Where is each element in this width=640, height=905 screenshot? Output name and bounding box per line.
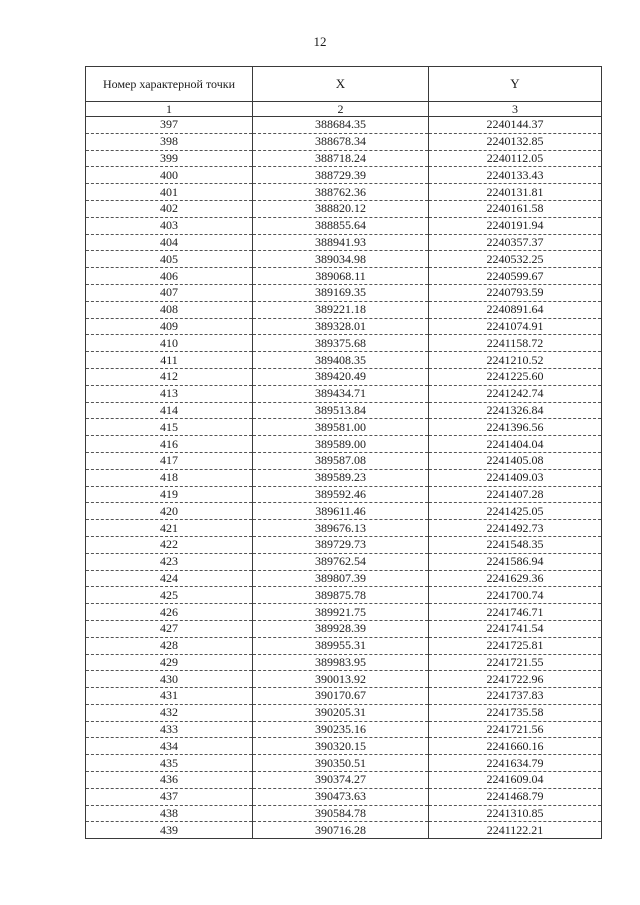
point-number-cell: 400 <box>86 167 253 184</box>
x-coordinate-cell: 388855.64 <box>253 217 429 234</box>
y-coordinate-cell: 2241735.58 <box>429 704 602 721</box>
table-row <box>86 402 602 419</box>
x-coordinate-cell: 389513.84 <box>253 402 429 419</box>
table-row <box>86 721 602 738</box>
table-row <box>86 352 602 369</box>
table-row <box>86 704 602 721</box>
table-row <box>86 150 602 167</box>
point-number-cell: 418 <box>86 469 253 486</box>
point-number-cell: 415 <box>86 419 253 436</box>
table-body <box>86 117 602 839</box>
x-coordinate-cell: 390350.51 <box>253 755 429 772</box>
x-coordinate-cell: 389221.18 <box>253 301 429 318</box>
y-coordinate-cell: 2241074.91 <box>429 318 602 335</box>
x-coordinate-cell: 390716.28 <box>253 822 429 839</box>
table-row <box>86 436 602 453</box>
x-coordinate-cell: 389408.35 <box>253 352 429 369</box>
x-coordinate-cell: 390584.78 <box>253 805 429 822</box>
y-coordinate-cell: 2241634.79 <box>429 755 602 772</box>
point-number-cell: 409 <box>86 318 253 335</box>
point-number-cell: 397 <box>86 117 253 134</box>
y-coordinate-cell: 2241722.96 <box>429 671 602 688</box>
y-coordinate-cell: 2240112.05 <box>429 150 602 167</box>
point-number-cell: 433 <box>86 721 253 738</box>
point-number-cell: 407 <box>86 284 253 301</box>
point-number-cell: 429 <box>86 654 253 671</box>
y-coordinate-cell: 2241741.54 <box>429 620 602 637</box>
x-coordinate-cell: 388684.35 <box>253 117 429 134</box>
x-coordinate-cell: 388678.34 <box>253 133 429 150</box>
column-number: 1 <box>86 102 253 117</box>
x-coordinate-cell: 389375.68 <box>253 335 429 352</box>
table-row <box>86 368 602 385</box>
column-number: 3 <box>429 102 602 117</box>
page-number: 12 <box>313 34 327 49</box>
x-coordinate-cell: 389676.13 <box>253 520 429 537</box>
y-coordinate-cell: 2240133.43 <box>429 167 602 184</box>
point-number-cell: 434 <box>86 738 253 755</box>
point-number-cell: 435 <box>86 755 253 772</box>
table-row <box>86 486 602 503</box>
point-number-cell: 414 <box>86 402 253 419</box>
x-coordinate-cell: 389589.23 <box>253 469 429 486</box>
y-coordinate-cell: 2240131.81 <box>429 184 602 201</box>
point-number-cell: 410 <box>86 335 253 352</box>
y-coordinate-cell: 2241586.94 <box>429 553 602 570</box>
x-coordinate-cell: 390205.31 <box>253 704 429 721</box>
y-coordinate-cell: 2241425.05 <box>429 503 602 520</box>
table-row <box>86 419 602 436</box>
x-coordinate-cell: 390374.27 <box>253 772 429 789</box>
table-row <box>86 452 602 469</box>
y-coordinate-cell: 2240532.25 <box>429 251 602 268</box>
y-coordinate-cell: 2241310.85 <box>429 805 602 822</box>
point-number-cell: 416 <box>86 436 253 453</box>
table-row <box>86 200 602 217</box>
point-number-cell: 426 <box>86 604 253 621</box>
y-coordinate-cell: 2241700.74 <box>429 587 602 604</box>
y-coordinate-cell: 2240132.85 <box>429 133 602 150</box>
table-row <box>86 637 602 654</box>
y-coordinate-cell: 2241660.16 <box>429 738 602 755</box>
y-coordinate-cell: 2241721.56 <box>429 721 602 738</box>
header-point-number: Номер характерной точки <box>86 67 253 102</box>
x-coordinate-cell: 389611.46 <box>253 503 429 520</box>
table-row <box>86 251 602 268</box>
y-coordinate-cell: 2241721.55 <box>429 654 602 671</box>
x-coordinate-cell: 390170.67 <box>253 688 429 705</box>
x-coordinate-cell: 389169.35 <box>253 284 429 301</box>
table-row <box>86 184 602 201</box>
point-number-cell: 427 <box>86 620 253 637</box>
table-row <box>86 654 602 671</box>
x-coordinate-cell: 390235.16 <box>253 721 429 738</box>
point-number-cell: 398 <box>86 133 253 150</box>
y-coordinate-cell: 2241396.56 <box>429 419 602 436</box>
y-coordinate-cell: 2241737.83 <box>429 688 602 705</box>
table-row <box>86 520 602 537</box>
x-coordinate-cell: 389807.39 <box>253 570 429 587</box>
point-number-cell: 420 <box>86 503 253 520</box>
point-number-cell: 411 <box>86 352 253 369</box>
y-coordinate-cell: 2241242.74 <box>429 385 602 402</box>
point-number-cell: 423 <box>86 553 253 570</box>
y-coordinate-cell: 2241210.52 <box>429 352 602 369</box>
x-coordinate-cell: 389328.01 <box>253 318 429 335</box>
point-number-cell: 404 <box>86 234 253 251</box>
x-coordinate-cell: 389068.11 <box>253 268 429 285</box>
point-number-cell: 437 <box>86 788 253 805</box>
point-number-cell: 406 <box>86 268 253 285</box>
x-coordinate-cell: 389592.46 <box>253 486 429 503</box>
point-number-cell: 405 <box>86 251 253 268</box>
table-row <box>86 234 602 251</box>
y-coordinate-cell: 2241548.35 <box>429 536 602 553</box>
y-coordinate-cell: 2240599.67 <box>429 268 602 285</box>
point-number-cell: 421 <box>86 520 253 537</box>
x-coordinate-cell: 388718.24 <box>253 150 429 167</box>
y-coordinate-cell: 2241492.73 <box>429 520 602 537</box>
point-number-cell: 431 <box>86 688 253 705</box>
table-row <box>86 772 602 789</box>
table-row <box>86 133 602 150</box>
point-number-cell: 401 <box>86 184 253 201</box>
x-coordinate-cell: 388729.39 <box>253 167 429 184</box>
table-row <box>86 469 602 486</box>
table-row <box>86 755 602 772</box>
table-row <box>86 117 602 134</box>
y-coordinate-cell: 2240191.94 <box>429 217 602 234</box>
table-row <box>86 553 602 570</box>
table-row <box>86 385 602 402</box>
x-coordinate-cell: 389875.78 <box>253 587 429 604</box>
table-row <box>86 671 602 688</box>
y-coordinate-cell: 2241609.04 <box>429 772 602 789</box>
y-coordinate-cell: 2241409.03 <box>429 469 602 486</box>
point-number-cell: 417 <box>86 452 253 469</box>
table-row <box>86 805 602 822</box>
point-number-cell: 424 <box>86 570 253 587</box>
y-coordinate-cell: 2240891.64 <box>429 301 602 318</box>
coordinates-table <box>85 66 602 839</box>
x-coordinate-cell: 389589.00 <box>253 436 429 453</box>
y-coordinate-cell: 2241725.81 <box>429 637 602 654</box>
x-coordinate-cell: 389921.75 <box>253 604 429 621</box>
table-row <box>86 788 602 805</box>
table-row <box>86 738 602 755</box>
point-number-cell: 403 <box>86 217 253 234</box>
table-row <box>86 604 602 621</box>
point-number-cell: 428 <box>86 637 253 654</box>
column-number: 2 <box>253 102 429 117</box>
table-row <box>86 335 602 352</box>
column-number-row <box>86 102 602 117</box>
x-coordinate-cell: 389983.95 <box>253 654 429 671</box>
table-row <box>86 268 602 285</box>
point-number-cell: 425 <box>86 587 253 604</box>
y-coordinate-cell: 2240357.37 <box>429 234 602 251</box>
y-coordinate-cell: 2241404.04 <box>429 436 602 453</box>
header-y: Y <box>429 67 602 102</box>
point-number-cell: 430 <box>86 671 253 688</box>
table-header <box>86 67 602 117</box>
x-coordinate-cell: 389928.39 <box>253 620 429 637</box>
point-number-cell: 402 <box>86 200 253 217</box>
table-row <box>86 587 602 604</box>
x-coordinate-cell: 389762.54 <box>253 553 429 570</box>
y-coordinate-cell: 2241225.60 <box>429 368 602 385</box>
table-row <box>86 167 602 184</box>
x-coordinate-cell: 388762.36 <box>253 184 429 201</box>
point-number-cell: 419 <box>86 486 253 503</box>
table-row <box>86 536 602 553</box>
x-coordinate-cell: 389034.98 <box>253 251 429 268</box>
table-row <box>86 570 602 587</box>
y-coordinate-cell: 2241158.72 <box>429 335 602 352</box>
x-coordinate-cell: 390473.63 <box>253 788 429 805</box>
y-coordinate-cell: 2241407.28 <box>429 486 602 503</box>
y-coordinate-cell: 2240144.37 <box>429 117 602 134</box>
y-coordinate-cell: 2241326.84 <box>429 402 602 419</box>
x-coordinate-cell: 389955.31 <box>253 637 429 654</box>
point-number-cell: 439 <box>86 822 253 839</box>
table-row <box>86 620 602 637</box>
point-number-cell: 399 <box>86 150 253 167</box>
point-number-cell: 438 <box>86 805 253 822</box>
y-coordinate-cell: 2240793.59 <box>429 284 602 301</box>
x-coordinate-cell: 389420.49 <box>253 368 429 385</box>
y-coordinate-cell: 2241746.71 <box>429 604 602 621</box>
x-coordinate-cell: 389729.73 <box>253 536 429 553</box>
point-number-cell: 422 <box>86 536 253 553</box>
table-row <box>86 217 602 234</box>
x-coordinate-cell: 390013.92 <box>253 671 429 688</box>
point-number-cell: 413 <box>86 385 253 402</box>
table-row <box>86 318 602 335</box>
x-coordinate-cell: 389581.00 <box>253 419 429 436</box>
y-coordinate-cell: 2241629.36 <box>429 570 602 587</box>
header-x: X <box>253 67 429 102</box>
table-row <box>86 503 602 520</box>
y-coordinate-cell: 2241405.08 <box>429 452 602 469</box>
table-row <box>86 284 602 301</box>
x-coordinate-cell: 388941.93 <box>253 234 429 251</box>
x-coordinate-cell: 389434.71 <box>253 385 429 402</box>
table-row <box>86 822 602 839</box>
table-row <box>86 688 602 705</box>
point-number-cell: 436 <box>86 772 253 789</box>
x-coordinate-cell: 388820.12 <box>253 200 429 217</box>
y-coordinate-cell: 2241122.21 <box>429 822 602 839</box>
x-coordinate-cell: 390320.15 <box>253 738 429 755</box>
y-coordinate-cell: 2240161.58 <box>429 200 602 217</box>
x-coordinate-cell: 389587.08 <box>253 452 429 469</box>
header-row <box>86 67 602 102</box>
point-number-cell: 412 <box>86 368 253 385</box>
table-row <box>86 301 602 318</box>
point-number-cell: 408 <box>86 301 253 318</box>
point-number-cell: 432 <box>86 704 253 721</box>
y-coordinate-cell: 2241468.79 <box>429 788 602 805</box>
